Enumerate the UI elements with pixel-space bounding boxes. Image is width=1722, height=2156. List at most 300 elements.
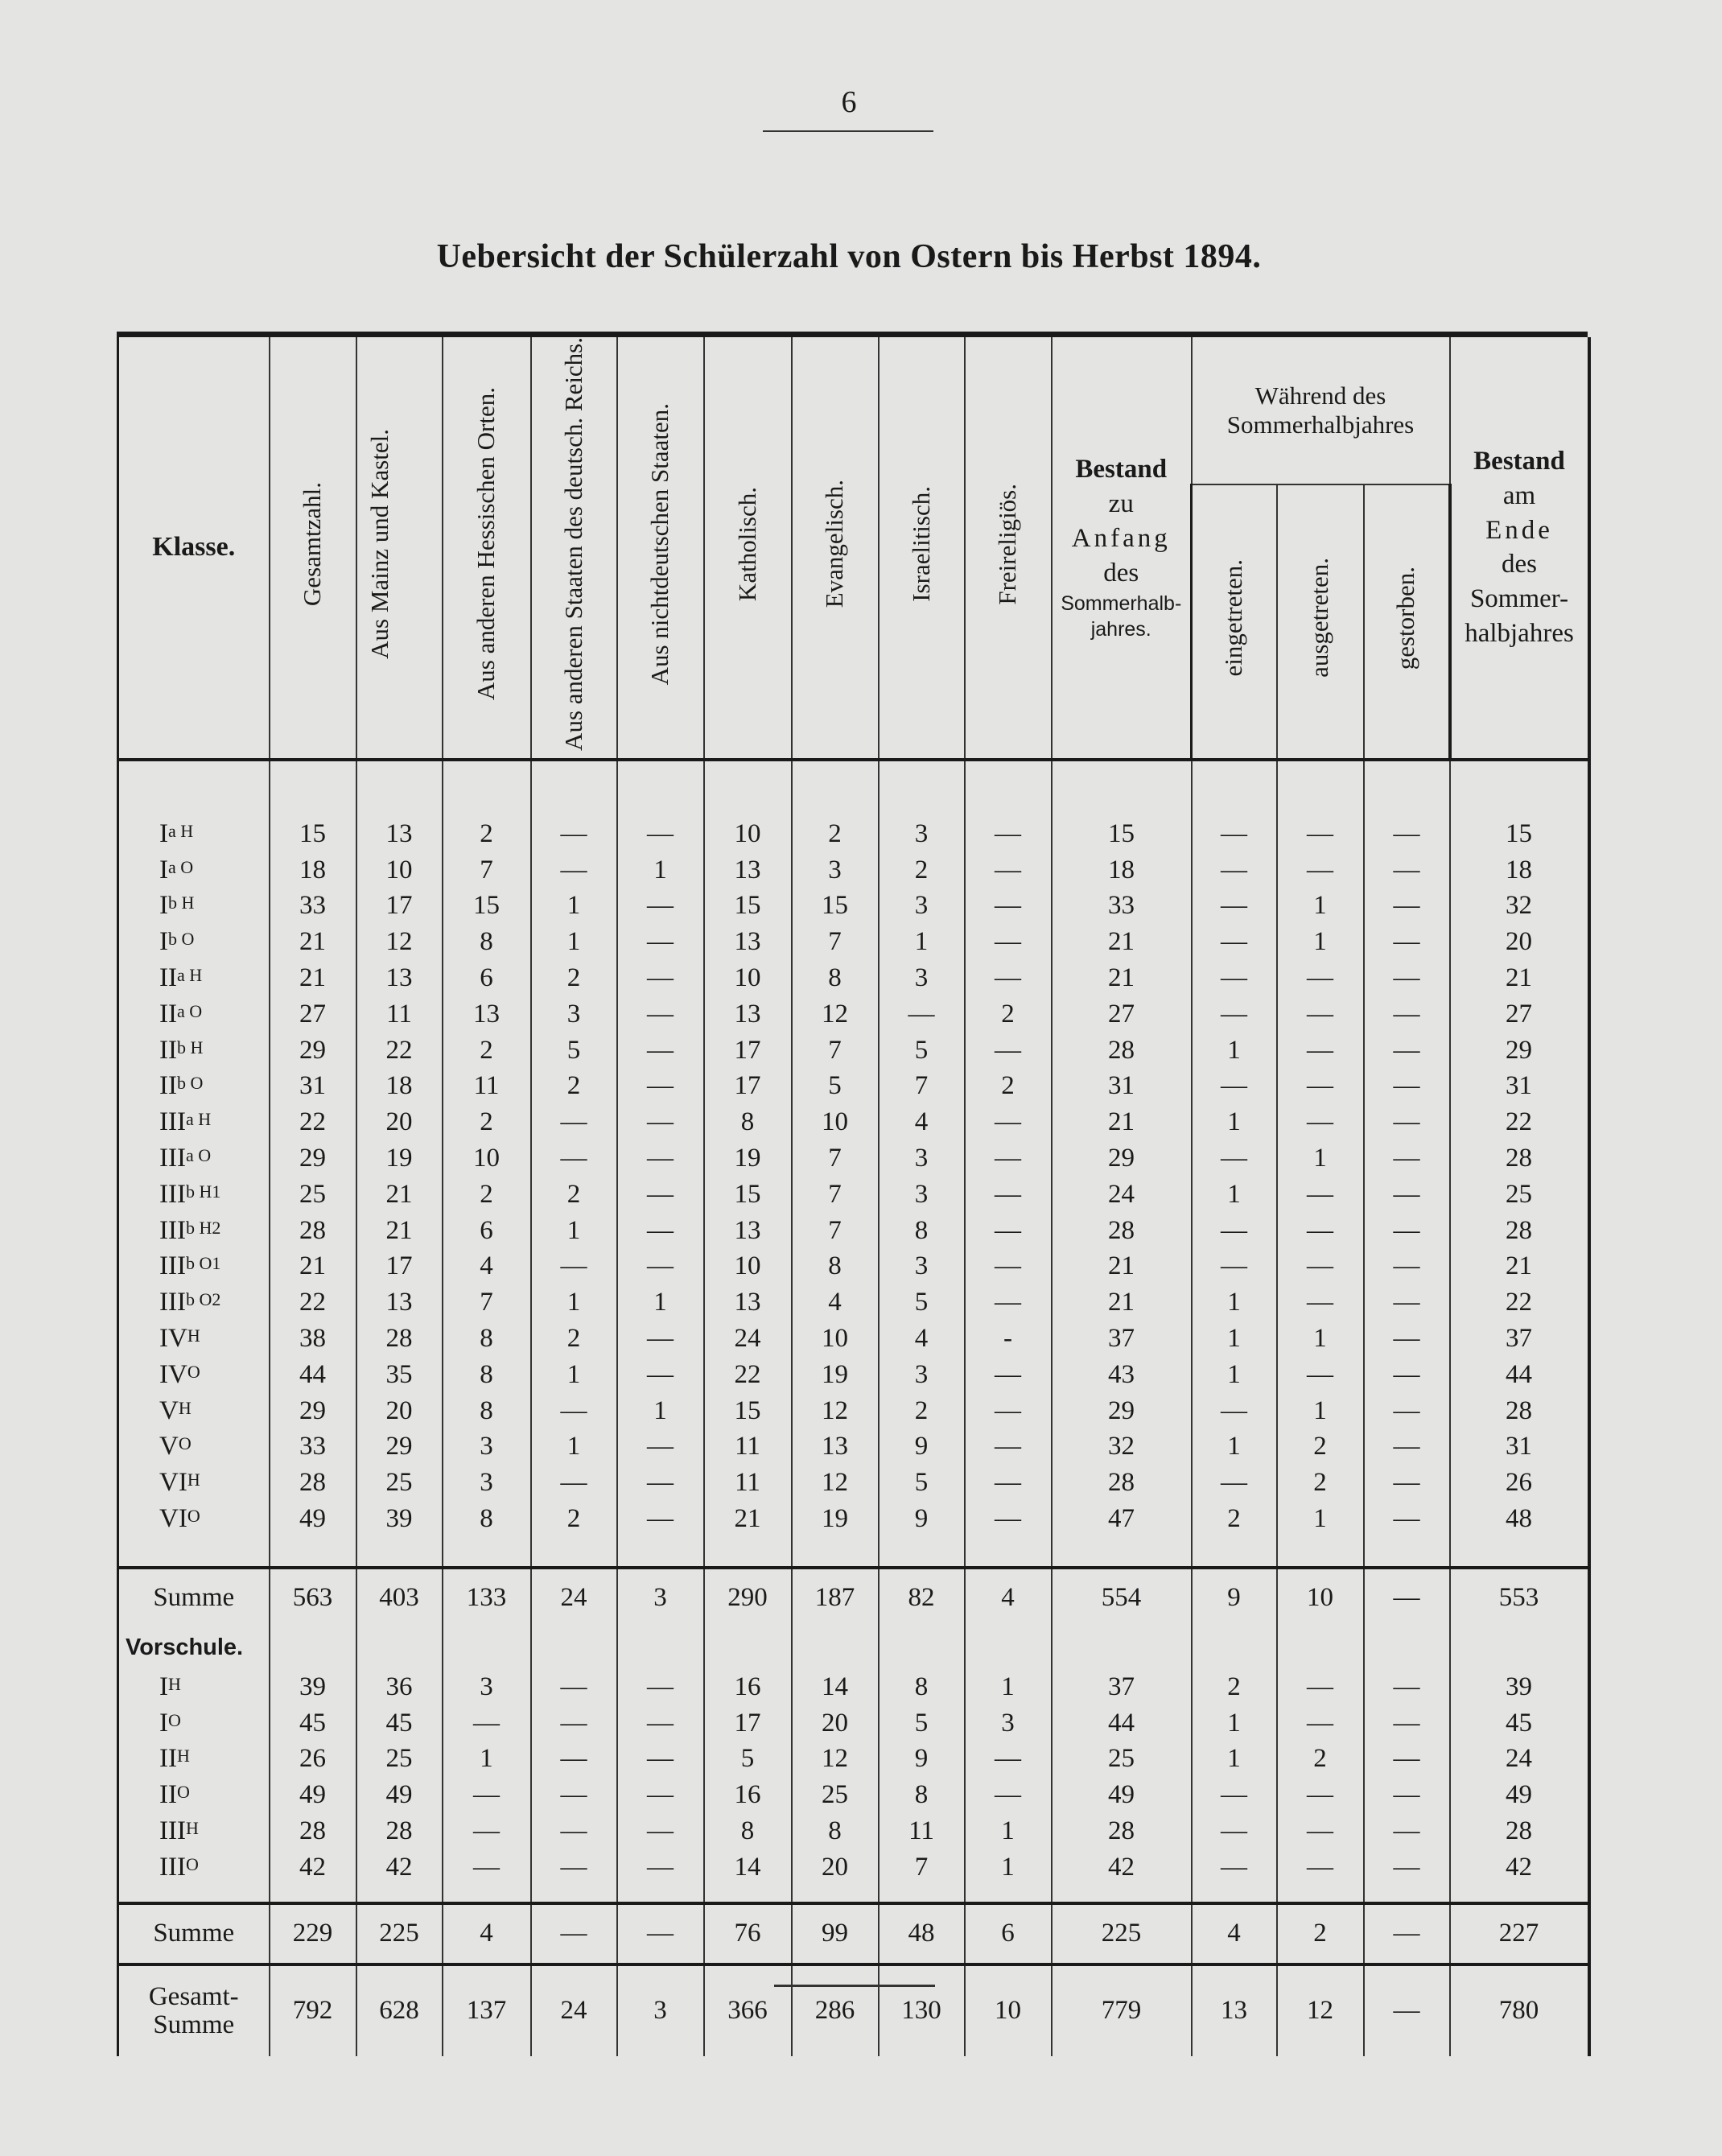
table-row xyxy=(118,1849,1589,1886)
value-cell: — xyxy=(1364,1741,1450,1777)
value-cell: — xyxy=(1364,1428,1450,1465)
value-cell: — xyxy=(617,1903,704,1964)
class-label: $III^{a H}$ xyxy=(118,1104,270,1140)
value-cell: 187 xyxy=(792,1568,879,1627)
value-cell: 225 xyxy=(356,1903,443,1964)
value-cell: — xyxy=(617,1213,704,1249)
value-cell: 792 xyxy=(270,1964,356,2056)
value-cell: 11 xyxy=(443,1069,531,1105)
value-cell: — xyxy=(617,816,704,852)
value-cell: 3 xyxy=(617,1964,704,2056)
value-cell: — xyxy=(1277,1705,1364,1742)
value-cell: 4 xyxy=(879,1104,965,1140)
value-cell: 33 xyxy=(1052,888,1192,925)
value-cell: 82 xyxy=(879,1568,965,1627)
class-label: $VI^H$ xyxy=(118,1465,270,1501)
value-cell: 9 xyxy=(879,1428,965,1465)
value-cell: 19 xyxy=(792,1501,879,1537)
value-cell: — xyxy=(965,924,1052,960)
value-cell: 21 xyxy=(356,1213,443,1249)
value-cell: 9 xyxy=(1192,1568,1277,1627)
value-cell: 35 xyxy=(356,1357,443,1393)
value-cell: — xyxy=(617,888,704,925)
value-cell: 37 xyxy=(1450,1321,1589,1357)
class-label: $III^H$ xyxy=(118,1813,270,1849)
value-cell: 21 xyxy=(270,1249,356,1285)
table-row xyxy=(118,1393,1589,1429)
value-cell: 1 xyxy=(1192,1033,1277,1069)
spacer-cell xyxy=(118,1537,270,1568)
spacer-cell xyxy=(1052,1886,1192,1903)
empty-cell xyxy=(443,1627,531,1669)
value-cell: 24 xyxy=(531,1568,617,1627)
value-cell: 18 xyxy=(356,1069,443,1105)
value-cell: 13 xyxy=(792,1428,879,1465)
value-cell: 45 xyxy=(270,1705,356,1742)
value-cell: — xyxy=(1364,996,1450,1033)
vorschule-heading: Vorschule. xyxy=(118,1627,270,1669)
class-label: $I^{b H}$ xyxy=(118,888,270,925)
header-gestorben: gestorben. xyxy=(1364,484,1450,760)
class-label: $V^H$ xyxy=(118,1393,270,1429)
value-cell: 1 xyxy=(1277,1321,1364,1357)
value-cell: 1 xyxy=(531,1284,617,1321)
value-cell: — xyxy=(1277,960,1364,996)
value-cell: — xyxy=(1277,1357,1364,1393)
value-cell: — xyxy=(1364,1213,1450,1249)
value-cell: — xyxy=(965,960,1052,996)
value-cell: 8 xyxy=(879,1777,965,1813)
page-title: Uebersicht der Schülerzahl von Ostern bis Herbst 1894. xyxy=(436,238,1262,275)
value-cell: 13 xyxy=(443,996,531,1033)
value-cell: 12 xyxy=(792,1465,879,1501)
value-cell: — xyxy=(1364,1033,1450,1069)
spacer-cell xyxy=(1052,1537,1192,1568)
value-cell: 8 xyxy=(443,924,531,960)
value-cell: 44 xyxy=(1052,1705,1192,1742)
value-cell: 3 xyxy=(965,1705,1052,1742)
spacer-row xyxy=(118,760,1589,816)
value-cell: — xyxy=(1192,888,1277,925)
table-row xyxy=(118,960,1589,996)
value-cell: 2 xyxy=(879,852,965,888)
value-cell: — xyxy=(531,1140,617,1177)
value-cell: 8 xyxy=(443,1393,531,1429)
class-label: $IV^O$ xyxy=(118,1357,270,1393)
value-cell: — xyxy=(617,1669,704,1705)
value-cell: 8 xyxy=(704,1104,792,1140)
class-label: $I^{b O}$ xyxy=(118,924,270,960)
value-cell: 2 xyxy=(792,816,879,852)
spacer-cell xyxy=(965,1537,1052,1568)
value-cell: 1 xyxy=(1192,1428,1277,1465)
value-cell: 13 xyxy=(704,924,792,960)
value-cell: 42 xyxy=(270,1849,356,1886)
value-cell: 44 xyxy=(270,1357,356,1393)
spacer-cell xyxy=(118,760,270,816)
value-cell: 17 xyxy=(704,1069,792,1105)
value-cell: 13 xyxy=(704,1284,792,1321)
value-cell: 22 xyxy=(1450,1104,1589,1140)
value-cell: — xyxy=(1277,1033,1364,1069)
value-cell: 28 xyxy=(270,1213,356,1249)
value-cell: 21 xyxy=(704,1501,792,1537)
value-cell: 15 xyxy=(704,888,792,925)
value-cell: — xyxy=(1192,960,1277,996)
value-cell: 8 xyxy=(443,1357,531,1393)
value-cell: 26 xyxy=(270,1741,356,1777)
value-cell: 28 xyxy=(1450,1213,1589,1249)
table-row xyxy=(118,1428,1589,1465)
value-cell: — xyxy=(1277,1213,1364,1249)
value-cell: 1 xyxy=(1192,1177,1277,1213)
page-number: 6 xyxy=(841,85,857,119)
value-cell: — xyxy=(1364,1069,1450,1105)
table-row xyxy=(118,1465,1589,1501)
value-cell: 12 xyxy=(792,996,879,1033)
value-cell: 229 xyxy=(270,1903,356,1964)
header-eingetreten: eingetreten. xyxy=(1192,484,1277,760)
value-cell: — xyxy=(965,888,1052,925)
value-cell: 9 xyxy=(879,1501,965,1537)
value-cell: — xyxy=(617,1777,704,1813)
value-cell: 33 xyxy=(270,888,356,925)
value-cell: 21 xyxy=(270,960,356,996)
value-cell: 3 xyxy=(617,1568,704,1627)
value-cell: 28 xyxy=(1450,1140,1589,1177)
value-cell: 38 xyxy=(270,1321,356,1357)
table-row xyxy=(118,1669,1589,1705)
value-cell: 37 xyxy=(1052,1669,1192,1705)
table-body xyxy=(118,760,1589,2056)
value-cell: — xyxy=(965,1033,1052,1069)
value-cell: 8 xyxy=(443,1321,531,1357)
value-cell: — xyxy=(965,1501,1052,1537)
value-cell: 1 xyxy=(879,924,965,960)
value-cell: — xyxy=(965,1428,1052,1465)
value-cell: — xyxy=(531,1813,617,1849)
class-label: $III^{b O1}$ xyxy=(118,1249,270,1285)
spacer-cell xyxy=(1364,1886,1450,1903)
value-cell: — xyxy=(1364,1903,1450,1964)
value-cell: 21 xyxy=(1052,960,1192,996)
value-cell: — xyxy=(531,1777,617,1813)
value-cell: 130 xyxy=(879,1964,965,2056)
value-cell: 3 xyxy=(879,1249,965,1285)
value-cell: — xyxy=(1277,1669,1364,1705)
value-cell: — xyxy=(965,1777,1052,1813)
value-cell: 1 xyxy=(1192,1284,1277,1321)
spacer-cell xyxy=(1192,1537,1277,1568)
value-cell: 1 xyxy=(617,852,704,888)
value-cell: 36 xyxy=(356,1669,443,1705)
value-cell: 3 xyxy=(879,1140,965,1177)
value-cell: 15 xyxy=(443,888,531,925)
spacer-cell xyxy=(356,1886,443,1903)
spacer-cell xyxy=(704,1886,792,1903)
class-label: $III^{a O}$ xyxy=(118,1140,270,1177)
value-cell: — xyxy=(1364,1813,1450,1849)
table-row xyxy=(118,1705,1589,1742)
value-cell: 1 xyxy=(443,1741,531,1777)
value-cell: 1 xyxy=(531,1428,617,1465)
value-cell: 12 xyxy=(792,1393,879,1429)
value-cell: — xyxy=(531,1705,617,1742)
value-cell: 21 xyxy=(1052,1104,1192,1140)
value-cell: — xyxy=(1277,1177,1364,1213)
spacer-cell xyxy=(617,760,704,816)
class-label: $I^O$ xyxy=(118,1705,270,1742)
header-bestand-ende: Bestand am Ende des Sommer- halbjahres xyxy=(1450,337,1589,760)
class-label: $II^{a H}$ xyxy=(118,960,270,996)
empty-cell xyxy=(1192,1627,1277,1669)
value-cell: 1 xyxy=(1192,1104,1277,1140)
value-cell: 2 xyxy=(879,1393,965,1429)
class-label: $II^{a O}$ xyxy=(118,996,270,1033)
table-row xyxy=(118,852,1589,888)
bottom-rule xyxy=(774,1985,935,1987)
value-cell: — xyxy=(965,1357,1052,1393)
value-cell: 2 xyxy=(531,1501,617,1537)
value-cell: 13 xyxy=(704,852,792,888)
value-cell: — xyxy=(443,1849,531,1886)
value-cell: — xyxy=(617,1321,704,1357)
value-cell: 44 xyxy=(1450,1357,1589,1393)
class-label: $I^{a O}$ xyxy=(118,852,270,888)
value-cell: 21 xyxy=(1052,1249,1192,1285)
value-cell: 49 xyxy=(270,1501,356,1537)
value-cell: 4 xyxy=(443,1249,531,1285)
value-cell: — xyxy=(1192,1849,1277,1886)
value-cell: — xyxy=(617,1813,704,1849)
value-cell: 3 xyxy=(531,996,617,1033)
table-row xyxy=(118,1321,1589,1357)
value-cell: 4 xyxy=(1192,1903,1277,1964)
value-cell: — xyxy=(1192,1813,1277,1849)
value-cell: — xyxy=(965,1284,1052,1321)
value-cell: 22 xyxy=(356,1033,443,1069)
value-cell: 1 xyxy=(531,924,617,960)
spacer-cell xyxy=(356,760,443,816)
value-cell: 28 xyxy=(1052,1465,1192,1501)
header-hessisch: Aus anderen Hessischen Orten. xyxy=(443,337,531,760)
value-cell: 3 xyxy=(879,960,965,996)
spacer-cell xyxy=(443,1886,531,1903)
value-cell: 22 xyxy=(1450,1284,1589,1321)
value-cell: 4 xyxy=(443,1903,531,1964)
value-cell: 15 xyxy=(1052,816,1192,852)
value-cell: 7 xyxy=(879,1849,965,1886)
value-cell: 1 xyxy=(1192,1705,1277,1742)
value-cell: 31 xyxy=(1052,1069,1192,1105)
value-cell: 1 xyxy=(1192,1321,1277,1357)
class-label: $I^{a H}$ xyxy=(118,816,270,852)
value-cell: 21 xyxy=(270,924,356,960)
value-cell: 10 xyxy=(792,1104,879,1140)
value-cell: — xyxy=(617,1741,704,1777)
value-cell: — xyxy=(617,1069,704,1105)
value-cell: 10 xyxy=(443,1140,531,1177)
value-cell: 33 xyxy=(270,1428,356,1465)
value-cell: 5 xyxy=(879,1033,965,1069)
value-cell: — xyxy=(531,1741,617,1777)
value-cell: 3 xyxy=(879,816,965,852)
value-cell: 21 xyxy=(1450,960,1589,996)
value-cell: 2 xyxy=(531,960,617,996)
table-row xyxy=(118,924,1589,960)
spacer-cell xyxy=(270,1886,356,1903)
value-cell: — xyxy=(1364,1249,1450,1285)
value-cell: 22 xyxy=(270,1104,356,1140)
value-cell: 2 xyxy=(443,816,531,852)
spacer-cell xyxy=(879,760,965,816)
value-cell: 12 xyxy=(356,924,443,960)
value-cell: — xyxy=(1364,1777,1450,1813)
value-cell: — xyxy=(443,1705,531,1742)
table-row xyxy=(118,1813,1589,1849)
value-cell: 3 xyxy=(443,1669,531,1705)
value-cell: 25 xyxy=(270,1177,356,1213)
spacer-cell xyxy=(879,1537,965,1568)
value-cell: 29 xyxy=(1052,1140,1192,1177)
value-cell: - xyxy=(965,1321,1052,1357)
value-cell: — xyxy=(1192,924,1277,960)
value-cell: 554 xyxy=(1052,1568,1192,1627)
value-cell: 5 xyxy=(879,1284,965,1321)
value-cell: — xyxy=(617,1033,704,1069)
value-cell: 29 xyxy=(1450,1033,1589,1069)
value-cell: — xyxy=(617,1501,704,1537)
value-cell: 6 xyxy=(965,1903,1052,1964)
value-cell: 17 xyxy=(356,888,443,925)
value-cell: 21 xyxy=(1052,1284,1192,1321)
value-cell: 2 xyxy=(531,1069,617,1105)
value-cell: 21 xyxy=(1052,924,1192,960)
value-cell: 17 xyxy=(704,1033,792,1069)
value-cell: 28 xyxy=(1052,1213,1192,1249)
value-cell: 15 xyxy=(270,816,356,852)
value-cell: 5 xyxy=(531,1033,617,1069)
empty-cell xyxy=(617,1627,704,1669)
value-cell: 11 xyxy=(879,1813,965,1849)
table-row xyxy=(118,1069,1589,1105)
value-cell: 10 xyxy=(356,852,443,888)
empty-cell xyxy=(1052,1627,1192,1669)
value-cell: — xyxy=(1192,816,1277,852)
value-cell: — xyxy=(965,1140,1052,1177)
class-label: $VI^O$ xyxy=(118,1501,270,1537)
value-cell: — xyxy=(531,1104,617,1140)
row-label: Summe xyxy=(118,1903,270,1964)
value-cell: 780 xyxy=(1450,1964,1589,2056)
value-cell: — xyxy=(617,1249,704,1285)
table-row xyxy=(118,1249,1589,1285)
value-cell: 1 xyxy=(1277,888,1364,925)
value-cell: 1 xyxy=(965,1669,1052,1705)
value-cell: 2 xyxy=(965,996,1052,1033)
spacer-row xyxy=(118,1886,1589,1903)
value-cell: 11 xyxy=(356,996,443,1033)
value-cell: — xyxy=(965,1465,1052,1501)
spacer-cell xyxy=(1450,1886,1589,1903)
value-cell: — xyxy=(1277,1284,1364,1321)
value-cell: 5 xyxy=(792,1069,879,1105)
value-cell: 28 xyxy=(356,1813,443,1849)
value-cell: 49 xyxy=(356,1777,443,1813)
spacer-cell xyxy=(1277,1886,1364,1903)
value-cell: — xyxy=(1192,852,1277,888)
spacer-cell xyxy=(531,1537,617,1568)
value-cell: 3 xyxy=(879,888,965,925)
spacer-cell xyxy=(704,1537,792,1568)
value-cell: 1 xyxy=(1277,1501,1364,1537)
spacer-cell xyxy=(531,760,617,816)
value-cell: 15 xyxy=(792,888,879,925)
header-klasse: Klasse. xyxy=(118,337,270,760)
value-cell: 9 xyxy=(879,1741,965,1777)
class-label: $II^{b H}$ xyxy=(118,1033,270,1069)
class-label: $III^O$ xyxy=(118,1849,270,1886)
spacer-cell xyxy=(270,760,356,816)
value-cell: 21 xyxy=(356,1177,443,1213)
value-cell: — xyxy=(965,1104,1052,1140)
row-label: Gesamt- Summe xyxy=(118,1964,270,2056)
spacer-cell xyxy=(617,1537,704,1568)
value-cell: — xyxy=(1192,1777,1277,1813)
value-cell: 2 xyxy=(443,1033,531,1069)
table-row xyxy=(118,1284,1589,1321)
value-cell: 24 xyxy=(531,1964,617,2056)
value-cell: 43 xyxy=(1052,1357,1192,1393)
table-row xyxy=(118,888,1589,925)
value-cell: 10 xyxy=(1277,1568,1364,1627)
value-cell: 28 xyxy=(270,1813,356,1849)
value-cell: 1 xyxy=(1192,1741,1277,1777)
value-cell: 7 xyxy=(792,1033,879,1069)
value-cell: 19 xyxy=(356,1140,443,1177)
header-freireligioes: Freireligiös. xyxy=(965,337,1052,760)
value-cell: — xyxy=(879,996,965,1033)
value-cell: 13 xyxy=(704,996,792,1033)
header-ausgetreten: ausgetreten. xyxy=(1277,484,1364,760)
value-cell: 22 xyxy=(270,1284,356,1321)
enrollment-table xyxy=(117,332,1588,2056)
spacer-cell xyxy=(792,1886,879,1903)
value-cell: — xyxy=(1277,816,1364,852)
value-cell: 10 xyxy=(704,1249,792,1285)
value-cell: 26 xyxy=(1450,1465,1589,1501)
value-cell: — xyxy=(617,1705,704,1742)
value-cell: — xyxy=(1277,1813,1364,1849)
header-katholisch: Katholisch. xyxy=(704,337,792,760)
value-cell: 28 xyxy=(1450,1813,1589,1849)
value-cell: 227 xyxy=(1450,1903,1589,1964)
spacer-cell xyxy=(118,1886,270,1903)
value-cell: 2 xyxy=(443,1177,531,1213)
value-cell: — xyxy=(1364,1849,1450,1886)
value-cell: 1 xyxy=(617,1284,704,1321)
value-cell: — xyxy=(1364,960,1450,996)
value-cell: 12 xyxy=(792,1741,879,1777)
value-cell: 49 xyxy=(270,1777,356,1813)
value-cell: 16 xyxy=(704,1777,792,1813)
value-cell: 7 xyxy=(879,1069,965,1105)
value-cell: — xyxy=(1364,1393,1450,1429)
gesamt-summe-row xyxy=(118,1964,1589,2056)
value-cell: — xyxy=(1277,1249,1364,1285)
table-row xyxy=(118,1357,1589,1393)
value-cell: 553 xyxy=(1450,1568,1589,1627)
